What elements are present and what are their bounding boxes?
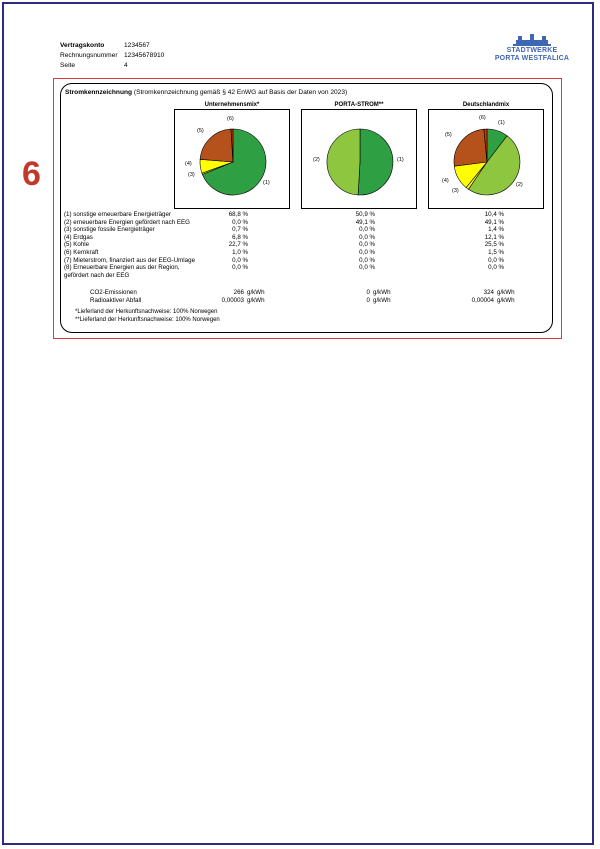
slice-label-1: (1) [397, 157, 404, 163]
legend-value: 49,1 % [484, 218, 504, 226]
legend-label: gefördert nach der EEG [64, 271, 130, 279]
box-title [65, 89, 347, 96]
header-row-invoice [60, 51, 164, 61]
legend-value: 0,0 % [488, 256, 504, 264]
contract-value: 1234567 [124, 42, 150, 49]
legend-value: 0,0 % [488, 264, 504, 272]
emission-unit: g/kWh [497, 296, 515, 304]
slice-label-6: (6) [227, 116, 234, 122]
slice-label-3: (3) [188, 172, 195, 178]
emission-value: 266 [233, 289, 244, 296]
invoice-value: 12345678910 [124, 52, 165, 59]
chart-frame-deutschlandmix [428, 109, 544, 209]
pie-slice-1 [358, 129, 393, 195]
emission-unit: g/kWh [247, 296, 265, 304]
legend-value: 1,0 % [232, 248, 248, 256]
emission-value: 0 [366, 296, 370, 304]
legend-value: 0,0 % [359, 248, 375, 256]
legend-value: 10,4 % [484, 211, 504, 218]
emission-label: CO2-Emissionen [90, 289, 137, 296]
legend-label: (3) sonstige fossile Energieträger [64, 226, 155, 234]
slice-label-5: (5) [197, 128, 204, 134]
slice-label-4: (4) [442, 178, 449, 184]
slice-label-6: (6) [479, 115, 486, 121]
legend-value: 6,8 % [232, 233, 248, 241]
chart-title-unternehmensmix: Unternehmensmix* [204, 102, 260, 108]
slice-label-1: (1) [498, 120, 505, 126]
legend-label: (8) Erneuerbare Energien aus der Region, [64, 264, 180, 272]
legend-label: (2) erneuerbare Energien gefördert nach EEG [64, 218, 190, 226]
emission-value: 0 [366, 289, 370, 296]
legend-value: 22,7 % [228, 241, 248, 249]
slice-label-4: (4) [185, 161, 192, 167]
legend-label: (7) Mieterstrom, finanziert aus der EEG-Umlage [64, 256, 196, 264]
emission-value: 324 [483, 289, 494, 296]
legend-value: 0,0 % [359, 241, 375, 249]
footnote-1: *Lieferland der Herkunftsnachweise: 100% Norwegen [75, 309, 218, 315]
pie-slice-2 [327, 129, 360, 195]
legend-value: 0,0 % [232, 264, 248, 272]
legend-value: 0,0 % [232, 218, 248, 226]
pie-slice-5 [454, 129, 487, 166]
legend-value: 0,0 % [359, 233, 375, 241]
legend-value: 0,0 % [359, 256, 375, 264]
box-title-rest: (Stromkennzeichnung gemäß § 42 EnWG auf Basis der Daten von 2023) [132, 89, 348, 96]
contract-label: Vertragskonto [60, 42, 105, 49]
legend-label: (4) Erdgas [64, 233, 93, 241]
emission-unit: g/kWh [373, 289, 391, 296]
account-header [60, 41, 164, 71]
emission-unit: g/kWh [373, 296, 391, 304]
page-value: 4 [124, 62, 128, 69]
header-row-page [60, 61, 164, 71]
slice-label-1: (1) [263, 180, 270, 186]
box-title-bold: Stromkennzeichnung [65, 89, 133, 96]
legend-value: 1,4 % [488, 226, 504, 234]
legend-value: 0,0 % [359, 226, 375, 234]
legend-value: 49,1 % [355, 218, 375, 226]
legend-label: (1) sonstige erneuerbare Energieträger [64, 211, 171, 218]
pie-chart-deutschlandmix [429, 110, 545, 210]
legend-value: 12,1 % [484, 233, 504, 241]
logo-line1: STADTWERKE [506, 47, 558, 54]
slice-label-2: (2) [516, 182, 523, 188]
emission-unit: g/kWh [247, 289, 265, 296]
legend-value: 0,0 % [232, 256, 248, 264]
legend-label: (6) Kernkraft [64, 248, 99, 256]
legend-value: 0,7 % [232, 226, 248, 234]
slice-label-3: (3) [452, 188, 459, 194]
castle-icon [512, 34, 552, 47]
slice-label-5: (5) [445, 132, 452, 138]
slice-label-2: (2) [313, 157, 320, 163]
company-logo [494, 34, 570, 63]
legend-value: 25,5 % [484, 241, 504, 249]
header-row-contract [60, 41, 164, 51]
legend-value: 50,9 % [355, 211, 375, 218]
footnotes [75, 308, 220, 325]
chart-frame-unternehmensmix [174, 109, 290, 209]
legend-value: 0,0 % [359, 264, 375, 272]
chart-frame-porta-strom [301, 109, 417, 209]
page-label: Seite [60, 62, 76, 69]
footnote-2: **Lieferland der Herkunftsnachweise: 100% Norwegen [75, 317, 220, 324]
emission-unit: g/kWh [497, 289, 515, 296]
chart-title-porta-strom: PORTA-STROM** [334, 102, 384, 108]
legend-value: 1,5 % [488, 248, 504, 256]
emission-label: Radioaktiver Abfall [90, 296, 142, 304]
legend-value: 68,8 % [228, 211, 248, 218]
chart-title-deutschlandmix: Deutschlandmix [462, 102, 510, 108]
invoice-label: Rechnungsnummer [60, 52, 118, 59]
emission-value: 0,00003 [221, 296, 244, 304]
section-number: 6 [22, 155, 41, 193]
pie-chart-unternehmensmix [175, 110, 291, 210]
pie-slice-5 [200, 129, 233, 162]
legend-label: (5) Kohle [64, 241, 90, 249]
logo-line2: PORTA WESTFALICA [494, 55, 570, 62]
emission-value: 0,00004 [471, 296, 494, 304]
